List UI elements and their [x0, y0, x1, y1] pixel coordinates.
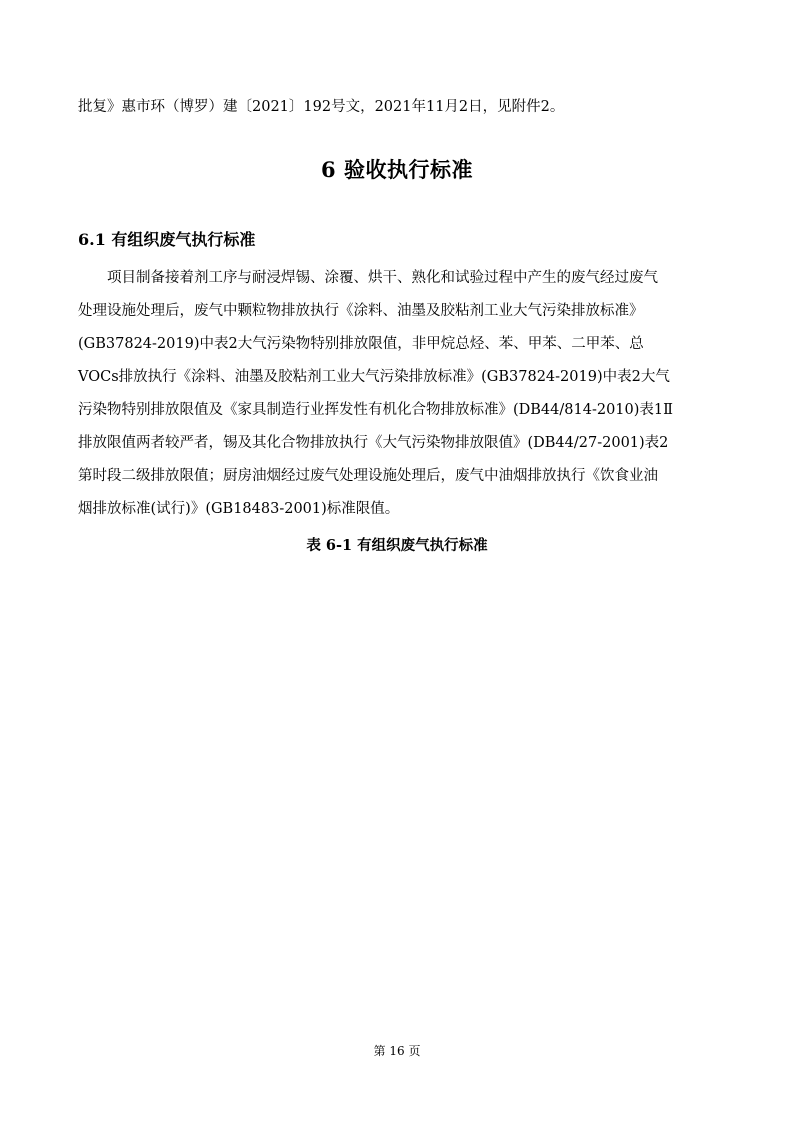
- paragraph-line: VOCs排放执行《涂料、油墨及胶粘剂工业大气污染排放标准》(GB37824-2019)中表2大气: [78, 369, 670, 385]
- paragraph-line: 烟排放标准(试行)》(GB18483-2001)标准限值。: [78, 501, 400, 517]
- paragraph-line: 污染物特别排放限值及《家具制造行业挥发性有机化合物排放标准》(DB44/814-2010)表1Ⅱ: [78, 402, 673, 418]
- paragraph-line: 处理设施处理后，废气中颗粒物排放执行《涂料、油墨及胶粘剂工业大气污染排放标准》: [78, 303, 644, 319]
- chapter-title: 6 验收执行标准: [321, 157, 473, 182]
- approval-reference-line: 批复》惠市环（博罗）建〔2021〕192号文，2021年11月2日，见附件2。: [78, 99, 565, 115]
- paragraph-line: (GB37824-2019)中表2大气污染物特别排放限值，非甲烷总烃、苯、甲苯、二甲苯、总: [78, 336, 644, 352]
- paragraph-line: 项目制备接着剂工序与耐浸焊锡、涂覆、烘干、熟化和试验过程中产生的废气经过废气: [107, 270, 658, 286]
- paragraph-line: 第时段二级排放限值；厨房油烟经过废气处理设施处理后，废气中油烟排放执行《饮食业油: [78, 468, 658, 484]
- table-caption: 表 6-1 有组织废气执行标准: [306, 537, 488, 554]
- body-paragraph: [78, 262, 718, 526]
- page-number: 第 16 页: [373, 1044, 421, 1058]
- paragraph-line: 排放限值两者较严者，锡及其化合物排放执行《大气污染物排放限值》(DB44/27-2001)表2: [78, 435, 669, 451]
- section-heading: 6.1 有组织废气执行标准: [78, 230, 256, 249]
